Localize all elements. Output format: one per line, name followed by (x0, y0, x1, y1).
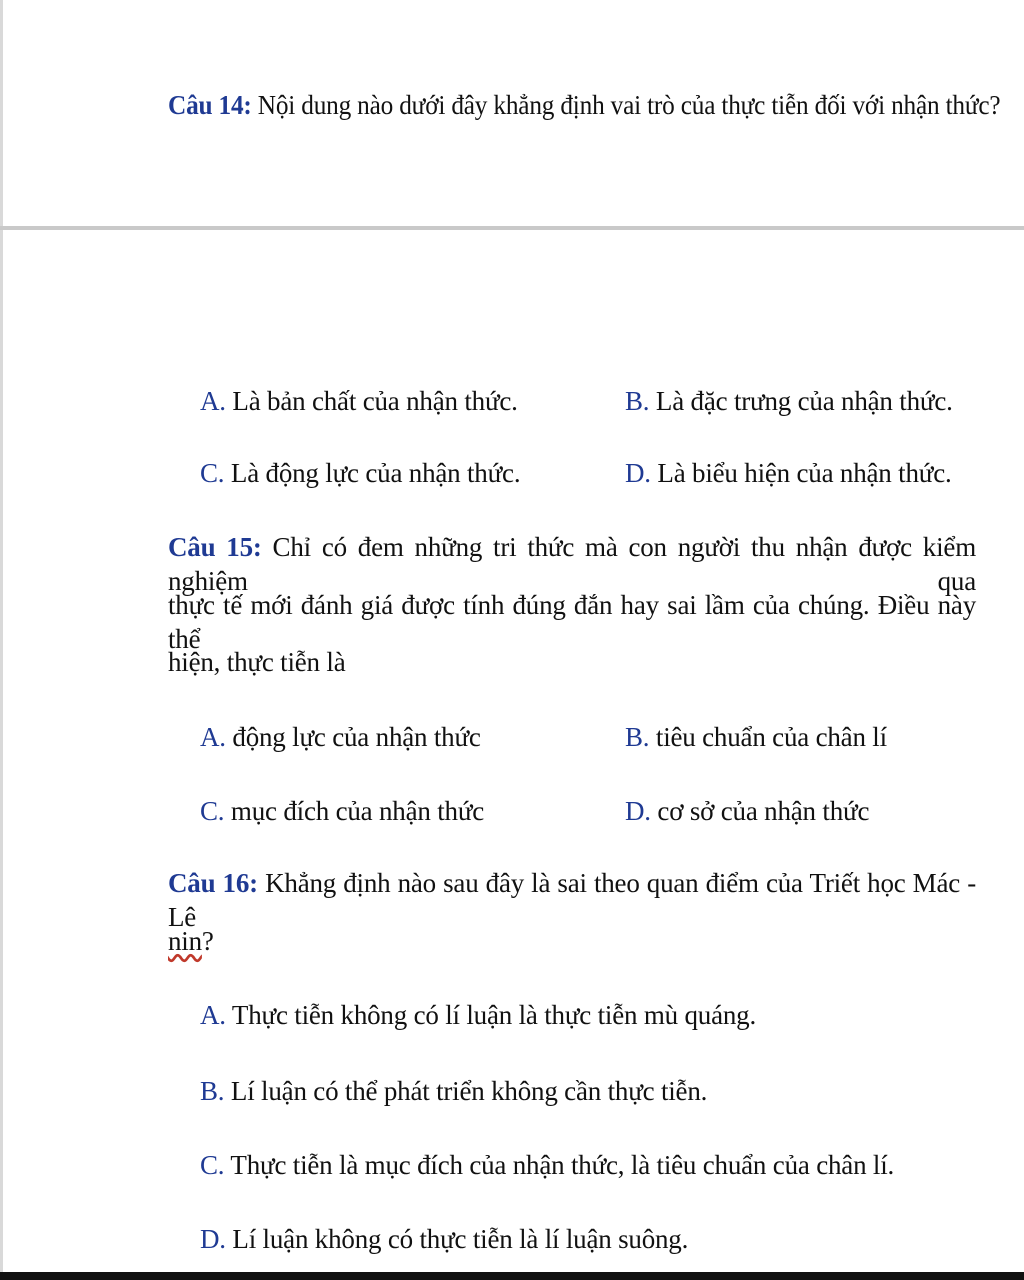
q14-option-a (200, 384, 518, 418)
q14-option-d-text: Là biểu hiện của nhận thức. (650, 458, 952, 488)
question-15-label: Câu 15: (168, 532, 262, 562)
bottom-edge-bar (0, 1272, 1024, 1280)
q14-option-d-label: D. (625, 458, 651, 488)
q14-option-c (200, 456, 520, 490)
q16-option-a-text: Thực tiễn không có lí luận là thực tiễn mù quáng. (225, 1000, 757, 1030)
q15-option-c (200, 794, 484, 828)
page-divider (0, 226, 1024, 230)
q14-option-d (625, 456, 952, 490)
question-14-label: Câu 14: (168, 90, 252, 120)
q15-option-a-label: A. (200, 722, 226, 752)
q16-option-b-label: B. (200, 1076, 225, 1106)
question-14 (168, 88, 1000, 122)
q15-option-d-text: cơ sở của nhận thức (650, 796, 870, 826)
q14-option-b (625, 384, 953, 418)
question-16-line-1 (168, 866, 976, 934)
q15-option-b (625, 720, 887, 754)
q14-option-a-label: A. (200, 386, 226, 416)
q16-option-b-text: Lí luận có thể phát triển không cần thực tiễn. (224, 1076, 708, 1106)
question-15-line-3: hiện, thực tiễn là (168, 647, 346, 677)
question-14-text: Nội dung nào dưới đây khẳng định vai trò của thực tiễn đối với nhận thức? (251, 90, 1001, 120)
q15-option-d (625, 794, 869, 828)
q14-option-c-label: C. (200, 458, 225, 488)
q15-option-c-text: mục đích của nhận thức (224, 796, 485, 826)
q15-option-d-label: D. (625, 796, 651, 826)
q16-option-d-text: Lí luận không có thực tiễn là lí luận suông. (225, 1224, 689, 1254)
q16-option-c-label: C. (200, 1150, 225, 1180)
question-15-text-1: Chỉ có đem những tri thức mà con người thu nhận được kiểm nghiệm qua (168, 532, 976, 596)
question-16-text-1: Khẳng định nào sau đây là sai theo quan điểm của Triết học Mác - Lê (168, 868, 976, 932)
q15-option-b-text: tiêu chuẩn của chân lí (649, 722, 887, 752)
q16-option-b (200, 1074, 707, 1108)
q16-option-c (200, 1148, 894, 1182)
question-16-line-2 (168, 924, 214, 958)
q14-option-c-text: Là động lực của nhận thức. (224, 458, 521, 488)
q15-option-c-label: C. (200, 796, 225, 826)
question-16-end-punct: ? (201, 926, 214, 956)
q14-option-b-label: B. (625, 386, 650, 416)
q16-option-a-label: A. (200, 1000, 226, 1030)
q15-option-a-text: động lực của nhận thức (225, 722, 481, 752)
q16-option-d (200, 1222, 688, 1256)
page-edge (0, 0, 3, 1280)
q16-option-d-label: D. (200, 1224, 226, 1254)
q15-option-b-label: B. (625, 722, 650, 752)
q15-option-a (200, 720, 481, 754)
q16-option-a (200, 998, 756, 1032)
q14-option-b-text: Là đặc trưng của nhận thức. (649, 386, 953, 416)
q14-option-a-text: Là bản chất của nhận thức. (225, 386, 518, 416)
q16-option-c-text: Thực tiễn là mục đích của nhận thức, là tiêu chuẩn của chân lí. (224, 1150, 895, 1180)
spellcheck-word: nin (168, 926, 202, 956)
question-16-label: Câu 16: (168, 868, 258, 898)
question-15-line-2: thực tế mới đánh giá được tính đúng đắn hay sai lầm của chúng. Điều này thể (168, 590, 976, 654)
